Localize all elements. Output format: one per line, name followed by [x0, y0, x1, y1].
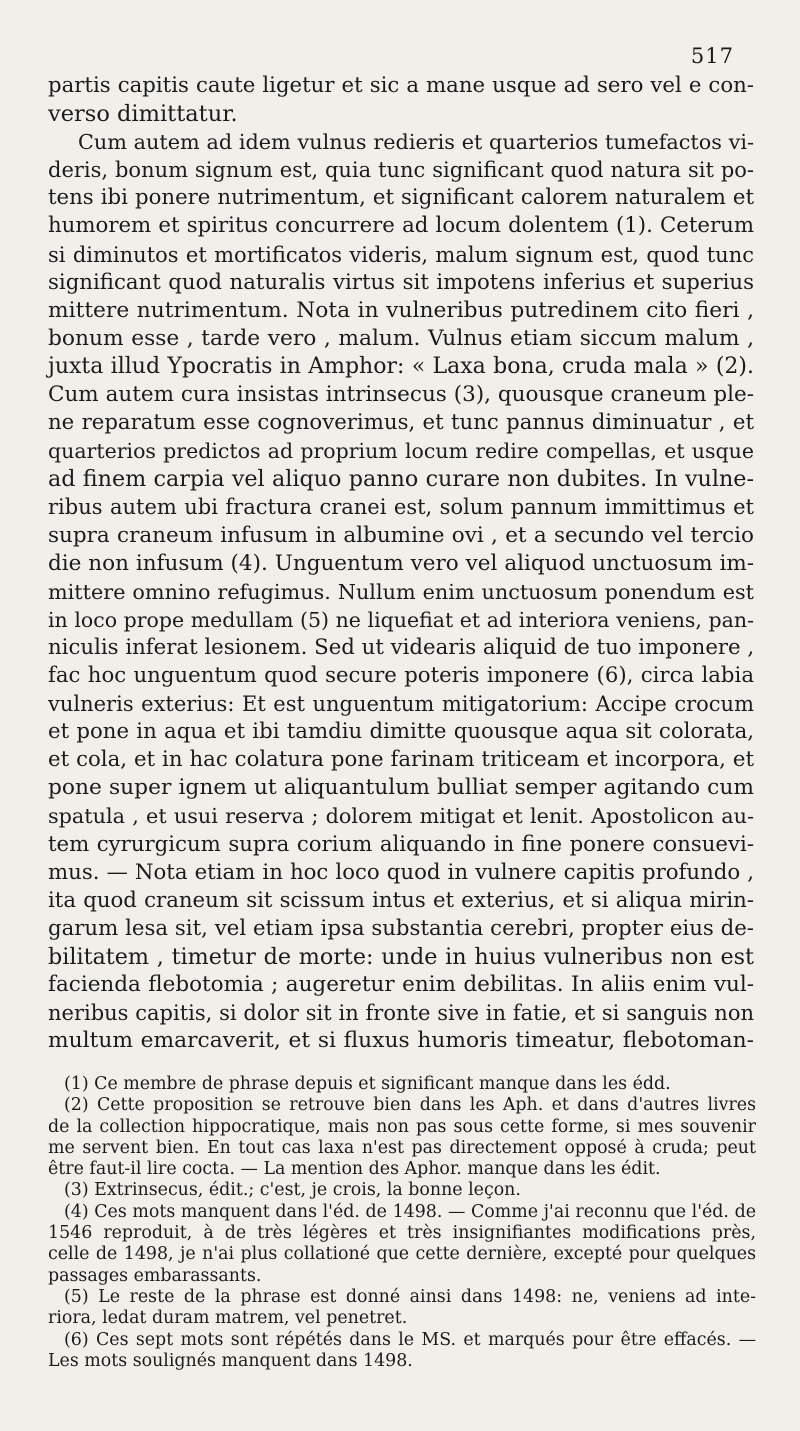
body-line: mittere nutrimentum. Nota in vulneribus putredinem cito fieri , [48, 297, 754, 323]
footnote-line: (6) Ces sept mots sont répétés dans le MS. et marqués pour être effacés. — [64, 1329, 756, 1350]
body-line: die non infusum (4). Unguentum vero vel aliquod unctuosum im- [48, 550, 754, 576]
body-line: bonum esse , tarde vero , malum. Vulnus etiam siccum malum , [48, 325, 754, 351]
body-line: verso dimittatur. [48, 101, 238, 128]
body-line: multum emarcaverit, et si fluxus humoris timeatur, flebotoman- [48, 1028, 754, 1054]
footnote-line: celle de 1498, je n'ai plus collationé que cette dernière, excepté pour quelques [48, 1244, 756, 1265]
body-line: et pone in aqua et ibi tamdiu dimitte quousque aqua sit colorata, [48, 719, 754, 745]
body-line: juxta illud Ypocratis in Amphor: « Laxa bona, cruda mala » (2). [48, 353, 754, 379]
footnote-line: Les mots soulignés manquent dans 1498. [48, 1350, 413, 1371]
body-line: facienda flebotomia ; augeretur enim debilitas. In aliis enim vul- [48, 972, 754, 997]
footnotes [48, 1074, 756, 1372]
body-line: Cum autem ad idem vulnus redieris et quarterios tumefactos vi- [78, 130, 754, 155]
body-line: ne reparatum esse cognoverimus, et tunc pannus diminuatur , et [48, 410, 754, 436]
body-line: niculis inferat lesionem. Sed ut videaris aliquid de tuo imponere , [48, 634, 755, 660]
footnote-line: (5) Le reste de la phrase est donné ainsi dans 1498: ne, veniens ad inte- [64, 1286, 756, 1307]
footnote-line: 1546 reproduit, à de très légères et très insignifiantes modifications près, [48, 1223, 756, 1244]
body-line: Cum autem cura insistas intrinsecus (3), quousque craneum ple- [48, 382, 754, 408]
body-text [48, 72, 754, 1055]
body-line: ribus autem ubi fractura cranei est, solum pannum immittimus et [48, 495, 754, 520]
body-line: in loco prope medullam (5) ne liquefiat et ad interiora veniens, pan- [48, 607, 754, 632]
body-line: garum lesa sit, vel etiam ipsa substantia cerebri, propter eius de- [48, 915, 754, 941]
body-line: vulneris exterius: Et est unguentum mitigatorium: Accipe crocum [48, 692, 754, 717]
footnote-line: de la collection hippocratique, mais non pas sous cette forme, si mes souvenir [48, 1116, 756, 1137]
body-line: significant quod naturalis virtus sit impotens inferius et superius [48, 269, 754, 295]
body-line: et cola, et in hac colatura pone farinam triticeam et incorpora, et [48, 747, 754, 773]
body-line: ad finem carpia vel aliquo panno curare non dubites. In vulne- [48, 466, 754, 493]
body-line: tem cyrurgicum supra corium aliquando in fine ponere consuevi- [48, 831, 754, 857]
footnote-line: (2) Cette proposition se retrouve bien dans les Aph. et dans d'autres livres [64, 1095, 756, 1116]
body-line: humorem et spiritus concurrere ad locum dolentem (1). Ceterum [48, 213, 754, 239]
body-line: fac hoc unguentum quod secure poteris imponere (6), circa labia [48, 662, 754, 688]
footnote-line: (4) Ces mots manquent dans l'éd. de 1498. — Comme j'ai reconnu que l'éd. de [64, 1201, 756, 1222]
body-line: ita quod craneum sit scissum intus et exterius, et si aliqua mirin- [48, 887, 754, 913]
footnote-line: passages embarassants. [48, 1265, 262, 1286]
page-number: 517 [690, 44, 734, 68]
body-line: tens ibi ponere nutrimentum, et significant calorem naturalem et [48, 185, 754, 211]
footnote-line: me servent bien. En tout cas laxa n'est pas directement opposé à cruda; peut [48, 1137, 756, 1158]
body-line: partis capitis caute ligetur et sic a mane usque ad sero vel e con- [48, 73, 754, 98]
body-line: deris, bonum signum est, quia tunc significant quod natura sit po- [48, 158, 754, 183]
body-line: spatula , et usui reserva ; dolorem mitigat et lenit. Apostolicon au- [48, 804, 754, 829]
body-line: mus. — Nota etiam in hoc loco quod in vulnere capitis profundo , [48, 859, 754, 885]
body-line: mittere omnino refugimus. Nullum enim unctuosum ponendum est [48, 579, 754, 604]
footnote-line: (1) Ce membre de phrase depuis et significant manque dans les édd. [64, 1074, 671, 1094]
body-line: supra craneum infusum in albumine ovi , et a secundo vel tercio [48, 522, 754, 548]
footnote-line: (3) Extrinsecus, édit.; c'est, je crois, la bonne leçon. [64, 1180, 521, 1201]
body-line: bilitatem , timetur de morte: unde in huius vulneribus non est [48, 943, 754, 970]
body-line: si diminutos et mortificatos videris, malum signum est, quod tunc [48, 242, 754, 267]
body-line: quarterios predictos ad proprium locum redire compellas, et usque [48, 439, 754, 464]
body-line: pone super ignem ut aliquantulum bulliat semper agitando cum [48, 775, 754, 801]
body-line: neribus capitis, si dolor sit in fronte sive in fatie, et si sanguis non [48, 1001, 754, 1026]
footnote-line: riora, ledat duram matrem, vel penetret. [48, 1308, 408, 1329]
footnote-line: être faut-il lire cocta. — La mention des Aphor. manque dans les édit. [48, 1159, 661, 1180]
